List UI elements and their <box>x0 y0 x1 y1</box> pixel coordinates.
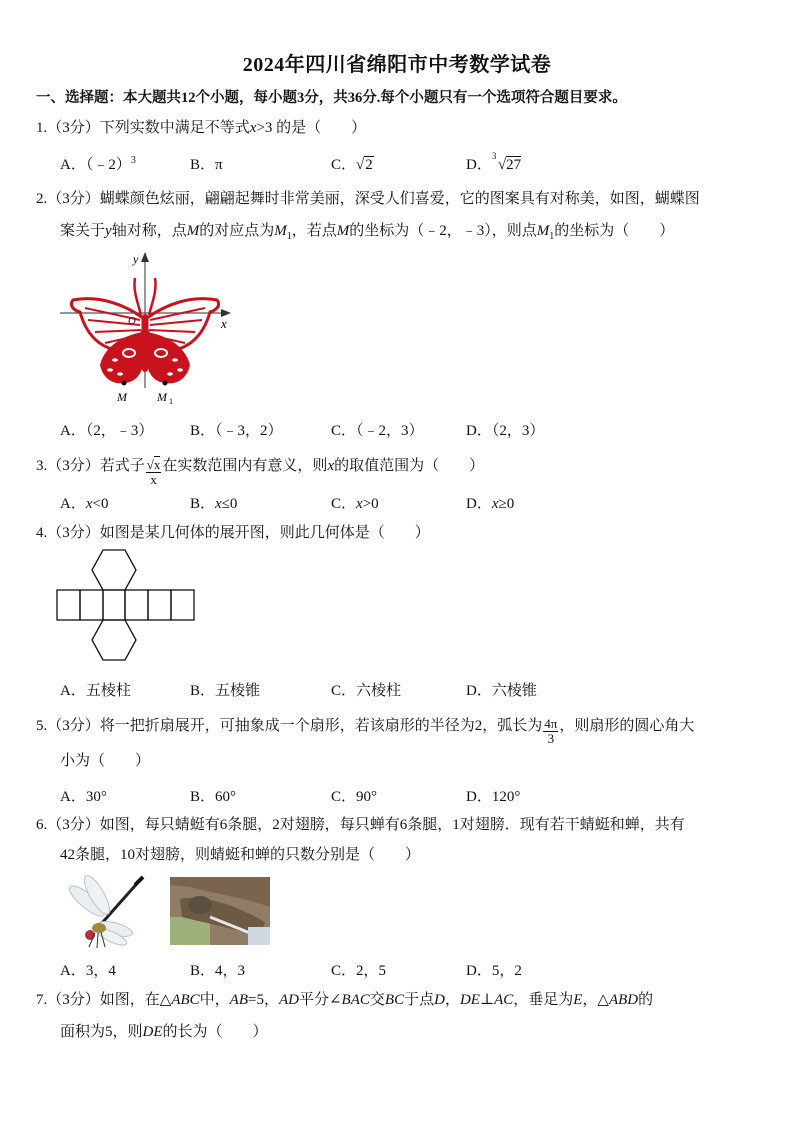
option-label: A． <box>60 157 86 173</box>
variable: M <box>274 223 287 239</box>
variable: M <box>186 223 200 239</box>
option-label: A． <box>60 683 86 699</box>
question-text: 的取值范围为（ ） <box>334 457 485 474</box>
option-text: ≤0 <box>221 496 238 512</box>
option-label: D． <box>466 963 492 979</box>
option-b[interactable] <box>190 679 260 700</box>
variable: x <box>249 120 257 136</box>
radicand: x <box>153 457 161 472</box>
option-a[interactable] <box>60 419 153 440</box>
text: 的对应点为 <box>199 223 275 239</box>
text: 如图，在△ <box>99 992 172 1008</box>
text: =5， <box>248 992 279 1008</box>
svg-text:1: 1 <box>169 397 173 406</box>
variable: x <box>85 496 93 512</box>
text: ，△ <box>582 992 609 1008</box>
option-a[interactable] <box>60 785 107 806</box>
option-label: C． <box>331 496 357 512</box>
denominator: 3 <box>547 731 555 746</box>
question-text: ，则扇形的圆心角大 <box>559 717 695 734</box>
question-3 <box>36 452 485 487</box>
option-text: 90° <box>356 789 378 805</box>
option-text: 六棱锥 <box>491 683 537 699</box>
option-text: ≥0 <box>498 496 515 512</box>
text: 的长为（ ） <box>162 1024 268 1040</box>
subscript: 1 <box>286 231 292 242</box>
variable: BC <box>384 992 405 1008</box>
question-text: >3 的是（ ） <box>256 120 367 136</box>
option-b[interactable] <box>190 492 237 513</box>
option-label: D． <box>466 423 492 439</box>
option-label: B． <box>190 683 216 699</box>
text: ， <box>444 992 460 1008</box>
svg-text:y: y <box>133 252 139 266</box>
question-number: 3. <box>36 457 48 474</box>
text: 的坐标为（ ） <box>554 223 675 239</box>
option-a[interactable] <box>60 959 116 980</box>
variable: y <box>105 223 112 239</box>
prism-net-figure <box>55 548 200 673</box>
option-c[interactable] <box>331 959 386 980</box>
exponent: 3 <box>130 155 136 166</box>
variable: D <box>434 992 445 1008</box>
option-text: （﹣2） <box>85 157 131 173</box>
question-score: （3分） <box>47 457 100 474</box>
text: ，垂足为 <box>513 992 574 1008</box>
variable: ABC <box>171 992 200 1008</box>
option-label: D． <box>466 683 492 699</box>
root-index: 3 <box>491 151 497 161</box>
text: 于点 <box>404 992 435 1008</box>
option-text: （2，﹣3） <box>85 423 154 439</box>
option-d[interactable] <box>466 153 521 174</box>
option-text: <0 <box>92 496 109 512</box>
question-4 <box>36 523 430 543</box>
text: 中， <box>199 992 230 1008</box>
page-title: 2024年四川省绵阳市中考数学试卷 <box>242 54 552 76</box>
svg-text:M: M <box>157 390 167 404</box>
radicand: 27 <box>506 157 522 173</box>
question-number: 7. <box>36 992 48 1008</box>
option-label: A． <box>60 496 86 512</box>
radicand: 2 <box>365 157 373 173</box>
option-label: D． <box>466 496 492 512</box>
option-text: 30° <box>85 789 107 805</box>
option-b[interactable] <box>190 419 283 440</box>
variable: BAC <box>341 992 370 1008</box>
option-text: 4，3 <box>215 963 246 979</box>
question-number: 6. <box>36 817 48 833</box>
option-c[interactable] <box>331 785 377 806</box>
text: 面积为5，则 <box>60 1024 143 1040</box>
option-text: 六棱柱 <box>356 683 402 699</box>
question-number: 1. <box>36 120 48 136</box>
option-a[interactable] <box>60 492 108 513</box>
option-text: π <box>215 157 223 173</box>
option-d[interactable] <box>466 419 544 440</box>
question-score: （3分） <box>47 992 100 1008</box>
option-text: >0 <box>362 496 379 512</box>
option-label: A． <box>60 423 86 439</box>
option-c[interactable] <box>331 153 374 174</box>
svg-text:M: M <box>117 390 127 404</box>
option-label: C． <box>331 963 357 979</box>
option-c[interactable] <box>331 492 379 513</box>
question-text: 下列实数中满足不等式 <box>99 120 250 136</box>
variable: x <box>356 496 363 512</box>
text: 轴对称，点 <box>111 223 187 239</box>
option-d[interactable] <box>466 959 522 980</box>
variable: M <box>536 223 550 239</box>
variable: M <box>336 223 350 239</box>
subscript: 1 <box>549 231 555 242</box>
variable: E <box>573 992 583 1008</box>
variable: DE <box>142 1024 163 1040</box>
numerator: 4π <box>544 716 558 731</box>
option-label: C． <box>331 789 357 805</box>
question-score: （3分） <box>47 120 100 136</box>
option-c[interactable] <box>331 419 424 440</box>
question-1 <box>36 118 366 138</box>
option-text: 5，2 <box>491 963 522 979</box>
option-c[interactable] <box>331 679 401 700</box>
option-label: B． <box>190 157 216 173</box>
variable: x <box>491 496 499 512</box>
question-number: 5. <box>36 717 48 734</box>
option-text: 3，4 <box>85 963 116 979</box>
question-6-line2: 42条腿，10对翅膀，则蜻蜓和蝉的只数分别是（ ） <box>60 847 421 863</box>
option-b[interactable] <box>190 785 236 806</box>
numerator: √x <box>146 457 161 472</box>
option-label: A． <box>60 789 86 805</box>
option-d[interactable] <box>466 785 520 806</box>
variable: DE <box>459 992 480 1008</box>
option-label: C． <box>331 683 357 699</box>
option-label: B． <box>190 423 216 439</box>
question-2-line2 <box>60 221 674 247</box>
variable: AC <box>494 992 514 1008</box>
section-heading: 一、选择题：本大题共12个小题，每小题3分，共36分.每个小题只有一个选项符合题目要求。 <box>36 90 627 106</box>
option-text: （2，3） <box>491 423 545 439</box>
cube-root-expression: 3 √27 <box>491 151 522 173</box>
option-d[interactable] <box>466 679 537 700</box>
question-7-line2 <box>60 1022 268 1042</box>
text: ，若点 <box>291 223 337 239</box>
question-text: 如图是某几何体的展开图，则此几何体是（ ） <box>99 525 430 541</box>
fraction <box>543 717 558 746</box>
question-score: （3分） <box>47 817 100 833</box>
option-label: D． <box>466 789 492 805</box>
question-text: 在实数范围内有意义，则 <box>162 457 328 474</box>
option-b[interactable] <box>190 959 245 980</box>
question-5 <box>36 712 695 746</box>
variable: ABD <box>608 992 639 1008</box>
option-label: C． <box>331 423 357 439</box>
question-text: 蝴蝶颜色炫丽，翩翩起舞时非常美丽，深受人们喜爱，它的图案具有对称美，如图，蝴蝶图 <box>99 191 700 207</box>
option-text: 60° <box>215 789 237 805</box>
question-number: 4. <box>36 525 48 541</box>
variable: x <box>215 496 222 512</box>
text: ⊥ <box>479 992 495 1008</box>
text: 交 <box>369 992 385 1008</box>
dragonfly-image <box>57 873 147 951</box>
text: 平分∠ <box>298 992 342 1008</box>
option-b[interactable] <box>190 153 223 174</box>
option-label: B． <box>190 496 216 512</box>
question-2 <box>36 189 700 209</box>
question-text: 将一把折扇展开，可抽象成一个扇形，若该扇形的半径为2，弧长为 <box>99 717 543 734</box>
option-text: （﹣3，2） <box>215 423 283 439</box>
text: 的坐标为（﹣2，﹣3），则点 <box>349 223 537 239</box>
text: 案关于 <box>60 223 106 239</box>
option-text: 2，5 <box>356 963 387 979</box>
question-score: （3分） <box>47 525 100 541</box>
variable: AD <box>278 992 299 1008</box>
option-label: B． <box>190 963 216 979</box>
option-text: （﹣2，3） <box>356 423 424 439</box>
question-score: （3分） <box>47 717 100 734</box>
question-score: （3分） <box>47 191 100 207</box>
option-label: B． <box>190 789 216 805</box>
option-a[interactable] <box>60 153 136 174</box>
sqrt-expression: √2 <box>356 157 373 173</box>
question-text: 如图，每只蜻蜓有6条腿，2对翅膀，每只蝉有6条腿，1对翅膀．现有若干蜻蜓和蝉，共有 <box>99 817 685 833</box>
svg-text:O: O <box>128 315 136 327</box>
option-a[interactable] <box>60 679 131 700</box>
option-d[interactable] <box>466 492 514 513</box>
svg-text:x: x <box>221 316 227 331</box>
option-text: 五棱锥 <box>215 683 261 699</box>
option-text: 五棱柱 <box>85 683 131 699</box>
text: 的 <box>638 992 654 1008</box>
option-label: D． <box>466 157 492 173</box>
denominator: x <box>150 472 157 487</box>
question-7 <box>36 990 653 1010</box>
question-6 <box>36 815 685 835</box>
option-label: A． <box>60 963 86 979</box>
fraction <box>146 458 162 487</box>
option-label: C． <box>331 157 357 173</box>
butterfly-figure <box>55 250 245 410</box>
variable: x <box>327 457 335 474</box>
question-5-line2: 小为（ ） <box>60 753 151 769</box>
variable: AB <box>229 992 248 1008</box>
option-text: 120° <box>491 789 521 805</box>
question-text: 若式子 <box>99 457 145 474</box>
question-number: 2. <box>36 191 48 207</box>
cicada-image <box>170 877 270 945</box>
